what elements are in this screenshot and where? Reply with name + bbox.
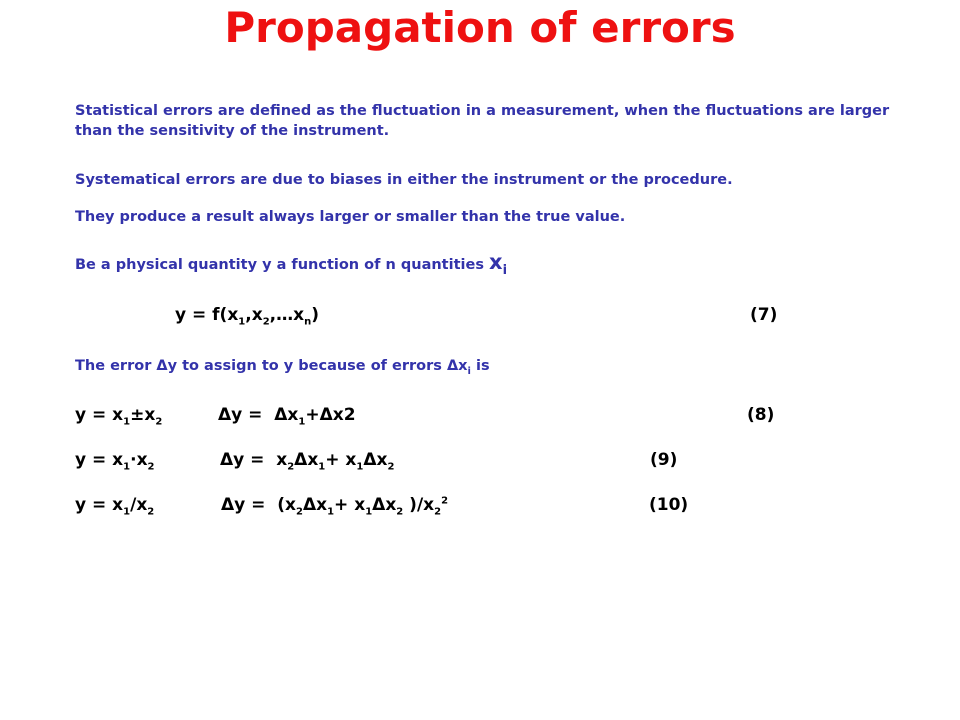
- equation-9-function: $y = x_1\cdot x_2$: [75, 450, 155, 473]
- equation-10-function: $y = x_1/x_2$: [75, 495, 155, 518]
- equation-8-function: $y = x_1\pm x_2$: [75, 405, 163, 428]
- equation-8-error: $\Delta y = \Delta x_1+\Delta x2$: [218, 405, 356, 428]
- equation-9-number: (9): [650, 450, 678, 470]
- xi-symbol: $x_i$: [489, 250, 508, 279]
- equation-10-number: (10): [649, 495, 689, 515]
- equation-8-number: (8): [747, 405, 775, 425]
- equation-7-number: (7): [750, 305, 778, 325]
- bias-effect-paragraph: They produce a result always larger or smaller than the true value.: [75, 209, 626, 225]
- slide-title: Propagation of errors: [224, 3, 736, 52]
- equation-7: $y = f(x_1,x_2,\dots x_n)$: [175, 305, 320, 328]
- equation-10-error: $\Delta y = (x_2\Delta x_1+ x_1\Delta x_2$ )$/x_2^2$: [221, 495, 449, 518]
- function-intro-paragraph: [75, 250, 895, 279]
- function-intro-text: Be a physical quantity y a function of n quantities: [75, 257, 484, 273]
- systematical-errors-paragraph: Systematical errors are due to biases in either the instrument or the procedure.: [75, 172, 733, 188]
- error-intro-paragraph: The error Δy to assign to y because of errors $\Delta x_i$ is: [75, 358, 490, 377]
- statistical-errors-paragraph: Statistical errors are defined as the fluctuation in a measurement, when the fluctuations are larger than the sensitivity of the instrument.: [75, 103, 890, 139]
- equation-9-error: $\Delta y = x_2\Delta x_1+ x_1\Delta x_2$: [220, 450, 395, 473]
